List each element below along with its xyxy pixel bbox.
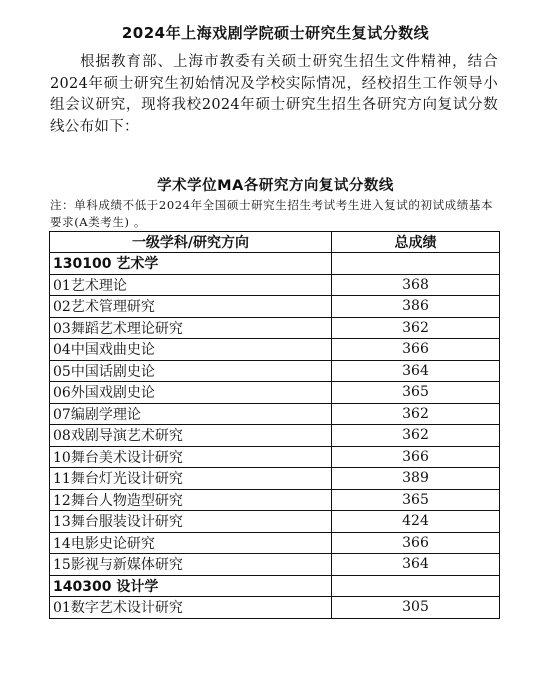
research-direction: 05中国话剧史论 [50, 360, 332, 382]
discipline-name: 140300 设计学 [50, 575, 332, 597]
table-row [50, 446, 500, 468]
total-score: 365 [332, 382, 500, 404]
table-group-row [50, 575, 500, 597]
research-direction: 10舞台美术设计研究 [50, 446, 332, 468]
total-score: 362 [332, 425, 500, 447]
total-score: 305 [332, 597, 500, 619]
table-body [50, 253, 500, 619]
table-header-row [50, 232, 500, 253]
total-score: 424 [332, 511, 500, 533]
header-total-score: 总成绩 [332, 232, 500, 253]
table-row [50, 425, 500, 447]
table-row [50, 274, 500, 296]
score-table [49, 231, 500, 619]
research-direction: 07编剧学理论 [50, 403, 332, 425]
table-row [50, 382, 500, 404]
total-score [332, 575, 500, 597]
research-direction: 12舞台人物造型研究 [50, 489, 332, 511]
header-discipline: 一级学科/研究方向 [50, 232, 332, 253]
table-row [50, 296, 500, 318]
table-row [50, 489, 500, 511]
research-direction: 06外国戏剧史论 [50, 382, 332, 404]
total-score: 366 [332, 446, 500, 468]
research-direction: 03舞蹈艺术理论研究 [50, 317, 332, 339]
table-row [50, 468, 500, 490]
table-group-row [50, 253, 500, 275]
total-score: 366 [332, 339, 500, 361]
research-direction: 15影视与新媒体研究 [50, 554, 332, 576]
total-score: 368 [332, 274, 500, 296]
total-score: 362 [332, 403, 500, 425]
discipline-name: 130100 艺术学 [50, 253, 332, 275]
research-direction: 02艺术管理研究 [50, 296, 332, 318]
research-direction: 13舞台服装设计研究 [50, 511, 332, 533]
table-row [50, 511, 500, 533]
research-direction: 01艺术理论 [50, 274, 332, 296]
research-direction: 01数字艺术设计研究 [50, 597, 332, 619]
total-score: 362 [332, 317, 500, 339]
table-note: 注：单科成绩不低于2024年全国硕士研究生招生考试考生进入复试的初试成绩基本要求(A类考生) 。 [50, 198, 494, 229]
table-row [50, 532, 500, 554]
table-row [50, 360, 500, 382]
table-row [50, 597, 500, 619]
total-score: 386 [332, 296, 500, 318]
total-score: 364 [332, 360, 500, 382]
total-score: 389 [332, 468, 500, 490]
total-score: 366 [332, 532, 500, 554]
research-direction: 04中国戏曲史论 [50, 339, 332, 361]
research-direction: 14电影史论研究 [50, 532, 332, 554]
table-row [50, 554, 500, 576]
total-score: 364 [332, 554, 500, 576]
total-score [332, 253, 500, 275]
research-direction: 08戏剧导演艺术研究 [50, 425, 332, 447]
intro-paragraph: 根据教育部、上海市教委有关硕士研究生招生文件精神，结合2024年硕士研究生初始情况及学校实际情况，经校招生工作领导小组会议研究，现将我校2024年硕士研究生招生各研究方向复试分数线公布如下： [50, 54, 498, 135]
table-row [50, 339, 500, 361]
section-title: 学术学位MA各研究方向复试分数线 [157, 178, 394, 194]
table-row [50, 403, 500, 425]
research-direction: 11舞台灯光设计研究 [50, 468, 332, 490]
total-score: 365 [332, 489, 500, 511]
page-title: 2024年上海戏剧学院硕士研究生复试分数线 [121, 24, 430, 42]
table-row [50, 317, 500, 339]
